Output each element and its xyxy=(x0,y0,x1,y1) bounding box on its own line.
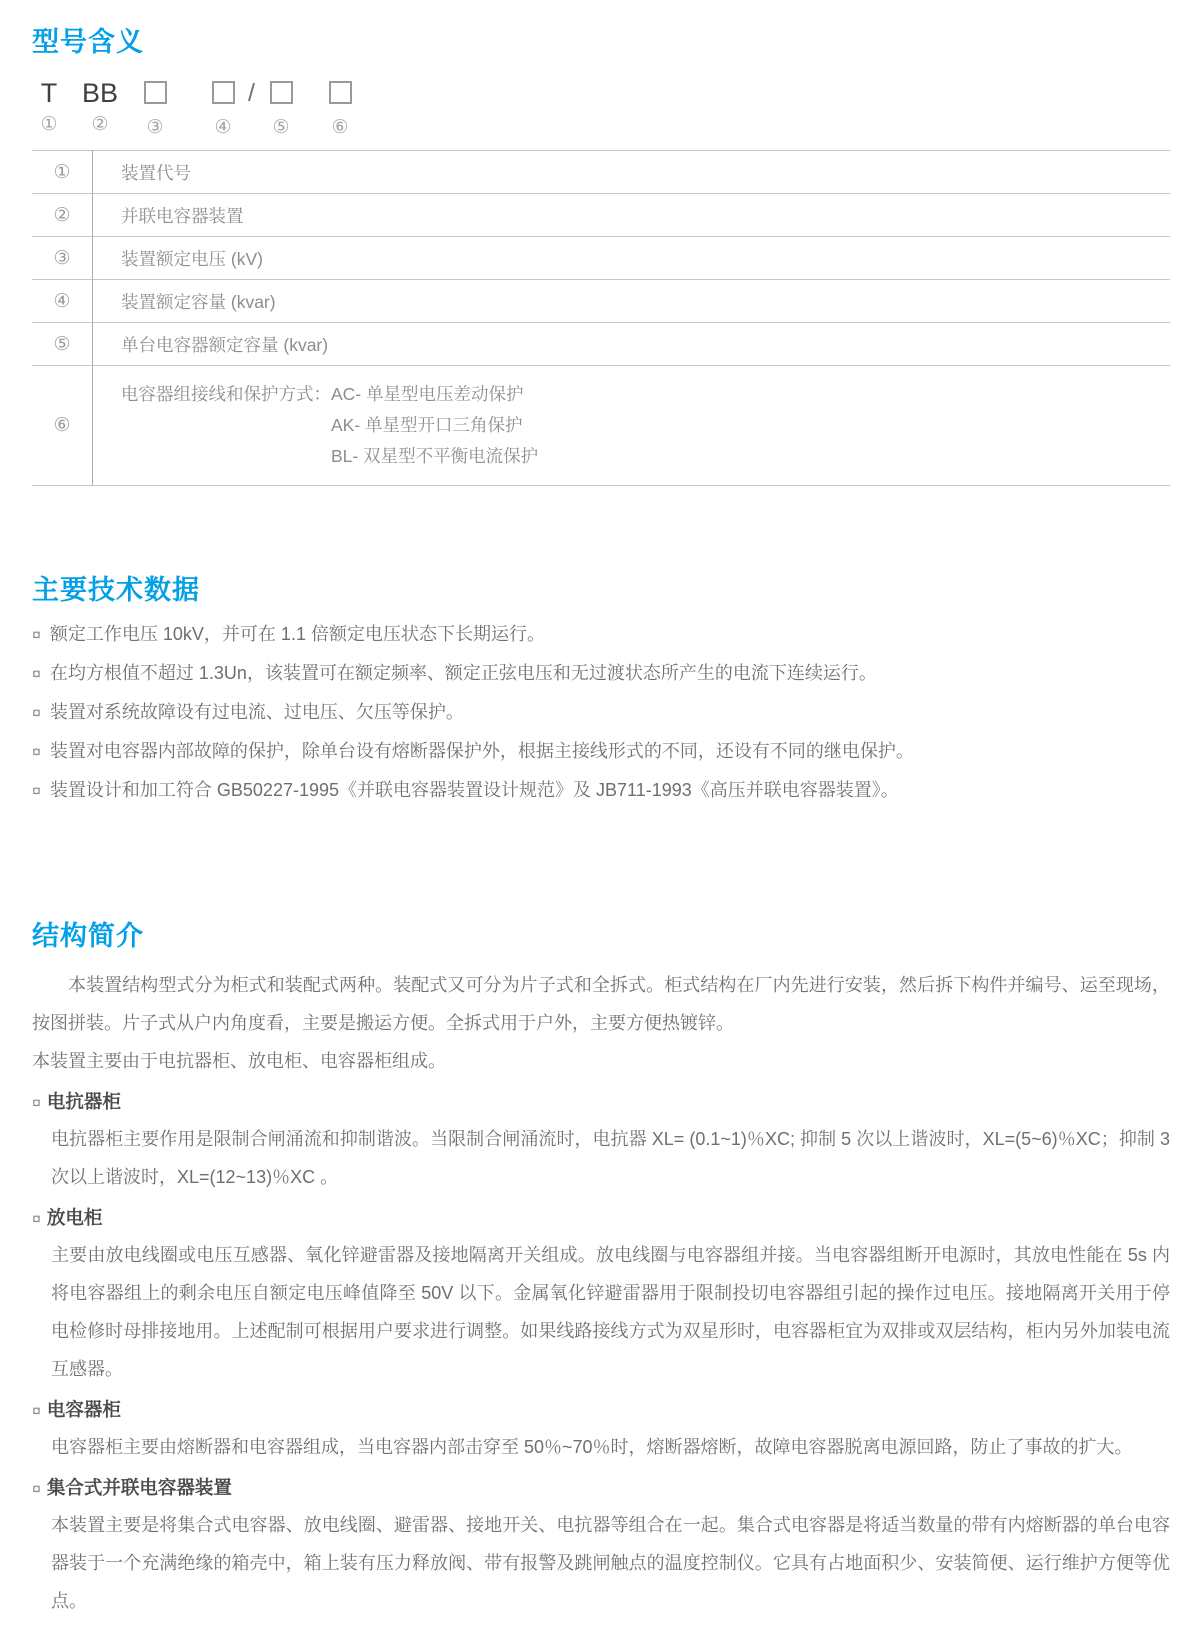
table-row xyxy=(32,366,1170,486)
subsection-collective-device xyxy=(32,1471,1170,1620)
model-symbol-col xyxy=(325,78,355,138)
tech-section-heading: 主要技术数据 xyxy=(32,575,200,605)
subsection-body: 主要由放电线圈或电压互感器、氧化锌避雷器及接地隔离开关组成。放电线圈与电容器组并接。当电容器组断开电源时，其放电性能在 5s 内将电容器组上的剩余电压自额定电压峰值降至 50V 以下。金属氧化锌避雷器用于限制投切电容器组引起的操作过电压。接地隔离开关用于停电检修时母排接地用。上述配制可根据用户要求进行调整。如果线路接线方式为双星形时，电容器柜宜为双排或双层结构，柜内另外加装电流互感器。 xyxy=(51,1245,1170,1379)
subsection-title: 集合式并联电容器装置 xyxy=(46,1477,232,1498)
subsection-body: 电抗器柜主要作用是限制合闸涌流和抑制谐波。当限制合闸涌流时，电抗器 XL= (0.1~1)％XC; 抑制 5 次以上谐波时，XL=(5~6)％XC；抑制 3 次以上谐波时，XL=(12~13)％XC 。 xyxy=(51,1129,1170,1187)
model-symbol-col xyxy=(266,78,296,138)
row-number: ④ xyxy=(32,280,93,323)
tech-item-text: 额定工作电压 10kV，并可在 1.1 倍额定电压状态下长期运行。 xyxy=(49,624,545,644)
tech-item-text: 装置对系统故障设有过电流、过电压、欠压等保护。 xyxy=(49,702,464,722)
subsection-body: 电容器柜主要由熔断器和电容器组成，当电容器内部击穿至 50％~70％时，熔断器熔断，故障电容器脱离电源回路，防止了事故的扩大。 xyxy=(51,1437,1133,1457)
subsection-title: 电容器柜 xyxy=(46,1399,121,1420)
bullet-marker-icon: ¤ xyxy=(32,783,41,800)
subsection-capacitor-cabinet xyxy=(32,1393,1170,1466)
subsection-body: 本装置主要是将集合式电容器、放电线圈、避雷器、接地开关、电抗器等组合在一起。集合式电容器是将适当数量的带有内熔断器的单台电容器装于一个充满绝缘的箱壳中，箱上装有压力释放阀、带有报警及跳闸触点的温度控制仪。它具有占地面积少、安装简便、运行维护方便等优点。 xyxy=(51,1515,1170,1611)
model-letter-t: T xyxy=(40,78,58,108)
row-number: ⑥ xyxy=(32,366,93,486)
subsection-reactor-cabinet xyxy=(32,1085,1170,1196)
model-symbol-col xyxy=(32,78,66,135)
bullet-marker-icon: ¤ xyxy=(32,705,41,722)
model-code-diagram xyxy=(32,78,1170,136)
model-legend-table xyxy=(32,150,1170,486)
model-slash: / xyxy=(248,79,255,107)
bullet-marker-icon: ¤ xyxy=(32,1095,41,1112)
subsection-heading xyxy=(32,1201,1170,1236)
subsection-discharge-cabinet xyxy=(32,1201,1170,1388)
row-number: ② xyxy=(32,194,93,237)
circled-number-4: ④ xyxy=(214,117,232,138)
table-row xyxy=(32,237,1170,280)
tech-item-text: 装置设计和加工符合 GB50227-1995《并联电容器装置设计规范》及 JB711-1993《高压并联电容器装置》。 xyxy=(49,780,899,800)
row-description: 装置额定电压 (kV) xyxy=(93,237,1171,280)
tech-item-text: 装置对电容器内部故障的保护，除单台设有熔断器保护外，根据主接线形式的不同，还设有不同的继电保护。 xyxy=(49,741,914,761)
table-row xyxy=(32,323,1170,366)
model-symbol-col xyxy=(208,78,238,138)
row-description xyxy=(93,366,1171,486)
row-number: ⑤ xyxy=(32,323,93,366)
row-number: ① xyxy=(32,151,93,194)
bullet-marker-icon: ¤ xyxy=(32,1403,41,1420)
bullet-marker-icon: ¤ xyxy=(32,1481,41,1498)
model-blank-box-4 xyxy=(329,81,352,104)
table-row xyxy=(32,151,1170,194)
tech-data-list xyxy=(32,622,1170,804)
tech-item xyxy=(32,778,1170,804)
model-section-heading: 型号含义 xyxy=(32,27,144,57)
model-blank-box-3 xyxy=(270,81,293,104)
protection-option: BL- 双星型不平衡电流保护 xyxy=(331,446,539,466)
structure-intro-paragraph: 本装置结构型式分为柜式和装配式两种。装配式又可分为片子式和全拆式。柜式结构在厂内先进行安装，然后拆下构件并编号、运至现场，按图拼装。片子式从户内角度看，主要是搬运方便。全拆式用于户外，主要方便热镀锌。 xyxy=(32,975,1170,1033)
table-row xyxy=(32,194,1170,237)
circled-number-5: ⑤ xyxy=(272,117,290,138)
model-symbol-col xyxy=(76,78,124,135)
tech-item xyxy=(32,700,1170,726)
table-row xyxy=(32,280,1170,323)
model-blank-box-1 xyxy=(144,81,167,104)
protection-option: AK- 单星型开口三角保护 xyxy=(331,415,523,435)
structure-section-heading: 结构简介 xyxy=(32,921,144,951)
tech-item xyxy=(32,622,1170,648)
tech-item xyxy=(32,661,1170,687)
bullet-marker-icon: ¤ xyxy=(32,744,41,761)
subsection-heading xyxy=(32,1471,1170,1506)
bullet-marker-icon: ¤ xyxy=(32,1211,41,1228)
model-blank-box-2 xyxy=(212,81,235,104)
subsection-title: 放电柜 xyxy=(46,1207,103,1228)
circled-number-6: ⑥ xyxy=(331,117,349,138)
row-description: 装置额定容量 (kvar) xyxy=(93,280,1171,323)
row-description: 装置代号 xyxy=(93,151,1171,194)
circled-number-2: ② xyxy=(91,114,109,135)
structure-composition-paragraph: 本装置主要由于电抗器柜、放电柜、电容器柜组成。 xyxy=(32,1051,446,1071)
row-number: ③ xyxy=(32,237,93,280)
row-description: 并联电容器装置 xyxy=(93,194,1171,237)
subsection-heading xyxy=(32,1085,1170,1120)
bullet-marker-icon: ¤ xyxy=(32,627,41,644)
tech-item xyxy=(32,739,1170,765)
protection-mode-label: 电容器组接线和保护方式： xyxy=(121,384,331,404)
model-symbol-col xyxy=(140,78,170,138)
circled-number-3: ③ xyxy=(146,117,164,138)
tech-item-text: 在均方根值不超过 1.3Un，该装置可在额定频率、额定正弦电压和无过渡状态所产生的电流下连续运行。 xyxy=(49,663,877,683)
subsection-heading xyxy=(32,1393,1170,1428)
row-description: 单台电容器额定容量 (kvar) xyxy=(93,323,1171,366)
circled-number-1: ① xyxy=(40,114,58,135)
model-letter-bb: BB xyxy=(81,78,119,108)
bullet-marker-icon: ¤ xyxy=(32,666,41,683)
protection-option: AC- 单星型电压差动保护 xyxy=(331,384,524,404)
subsection-title: 电抗器柜 xyxy=(46,1091,121,1112)
